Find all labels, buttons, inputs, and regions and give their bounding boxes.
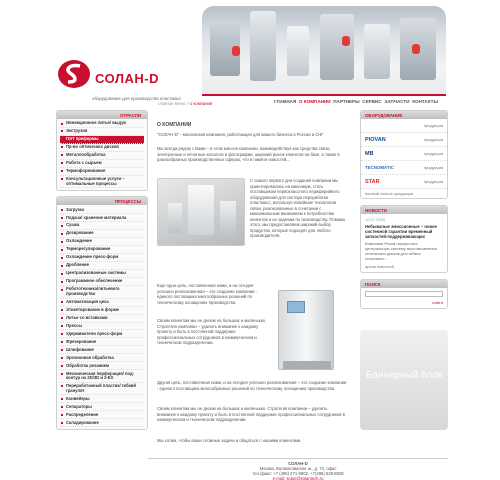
- brand-row[interactable]: [361, 147, 447, 161]
- process-item[interactable]: Эрозионная обработка: [60, 354, 144, 362]
- closing-text: Мы хотим, чтобы ваши сложные задачи и общаться с нашими клиентами.: [157, 438, 302, 443]
- process-item[interactable]: Дозирование: [60, 230, 144, 238]
- brand-products-link[interactable]: продукция: [423, 179, 443, 184]
- breadcrumb-current: о компании: [190, 101, 213, 106]
- news-title: НОВОСТИ: [361, 206, 447, 214]
- brand-products-link[interactable]: продукция: [423, 151, 443, 156]
- brand-logo: PIOVAN: [365, 136, 386, 143]
- process-item[interactable]: Сепараторы: [60, 403, 144, 411]
- industry-item[interactable]: Работа с сырьем: [60, 160, 144, 168]
- process-item[interactable]: Фрезерование: [60, 338, 144, 346]
- nav-item-parts[interactable]: ЗАПЧАСТИ: [384, 99, 410, 104]
- brand-row[interactable]: [361, 175, 447, 189]
- footer-company: СОЛАН-D: [288, 461, 308, 466]
- nav-item-home[interactable]: ГЛАВНАЯ: [274, 99, 297, 104]
- mission-text: Мы всегда рядом с Вами – в этом миссия компании, взаимодействуя как средства связи, электронные и печатные каталоги и фотографии, широкий рынок клиентов на базе, а также в разнообразных производственных сферах, что в памяти новостей...: [157, 146, 340, 162]
- tagline: оборудование для производства пластмасс: [92, 96, 182, 101]
- brand-products-link[interactable]: продукция: [423, 123, 443, 128]
- process-item[interactable]: Загрузка: [60, 206, 144, 214]
- brand-row[interactable]: [361, 161, 447, 175]
- right-sidebar: [360, 110, 448, 315]
- goal2-text: Другая цель, поставленная нами, и на сегодня успешно реализованная – это создание компании - единого поставщика многообразных решений по техническому оснащению производства.: [157, 380, 347, 391]
- logo-icon: [56, 58, 92, 90]
- hero-image: [202, 6, 446, 94]
- process-item[interactable]: Сушка: [60, 222, 144, 230]
- brand-logo: STAR: [365, 178, 380, 185]
- brand-products-link[interactable]: продукция: [423, 165, 443, 170]
- process-item[interactable]: Переработанный пластик/ гибкий гранулят: [60, 383, 144, 396]
- process-item[interactable]: Терморегулирование: [60, 246, 144, 254]
- clients-text: Своим клиентам мы не делим на больших и маленьких. Стратегия компании – удалить внимание к каждому проекту и быть в постоянной поддержке профессиональных сотрудников в коммерческом и техническом подразделении.: [157, 318, 267, 345]
- clients2-text: Своим клиентам мы не делим на больших и маленьких. Стратегия компании – удалить внимание к каждому проекту и быть в постоянной поддержке профессиональных сотрудников в коммерческом и техническом подразделении.: [157, 406, 345, 422]
- nav-item-service[interactable]: СЕРВИС: [362, 99, 382, 104]
- footer: [148, 458, 448, 480]
- logo[interactable]: [56, 58, 166, 98]
- search-input[interactable]: [365, 291, 443, 297]
- banner-block[interactable]: Баннерный блок: [360, 330, 448, 430]
- industry-menu: [56, 110, 148, 191]
- news-headline[interactable]: Небывалые эмиссионные – новое системной гарантии временный запчастей-поддерживающих: [365, 224, 437, 239]
- process-item[interactable]: Программное обеспечение: [60, 278, 144, 286]
- process-item[interactable]: Охлаждение: [60, 238, 144, 246]
- process-item[interactable]: Механическая перфорация/ под-контур на 2D/3D и 2-ЕХ: [60, 370, 144, 383]
- process-item[interactable]: Шлифование: [60, 346, 144, 354]
- brand-name: СОЛАН-D: [95, 71, 159, 86]
- process-item[interactable]: Подача/ хранение материала: [60, 214, 144, 222]
- process-item[interactable]: Складирование: [60, 419, 144, 427]
- breadcrumb-sep: >: [186, 101, 189, 106]
- search-title: ПОИСК: [361, 280, 447, 288]
- process-item[interactable]: Этикетирование в форме: [60, 307, 144, 315]
- search-button[interactable]: найти: [432, 300, 443, 305]
- nav-item-about[interactable]: О КОМПАНИИ: [298, 99, 331, 104]
- equipment-title: ОБОРУДОВАНИЕ: [361, 111, 447, 119]
- equipment-box: [360, 110, 448, 199]
- brand-row[interactable]: [361, 133, 447, 147]
- breadcrumb-home[interactable]: главное меню: [158, 101, 186, 106]
- footer-phone: тел./факс: +7 (495) 271-9902, +7(495) 628-8928: [252, 471, 344, 476]
- main-nav: [202, 94, 446, 107]
- industry-item[interactable]: Металлообработка: [60, 152, 144, 160]
- process-item[interactable]: Робототехника/литьевого производства: [60, 286, 144, 299]
- all-products-link[interactable]: полный список продукции: [365, 191, 413, 196]
- intro-text: "СОЛАН-D" - московская компания, работающая для вашего бизнеса в России и СНГ: [157, 132, 324, 137]
- industry-item[interactable]: Экструзия: [60, 128, 144, 136]
- brand-logo: TECNOMATIC: [365, 165, 394, 170]
- process-menu: [56, 196, 148, 430]
- process-item[interactable]: Централизованные системы: [60, 270, 144, 278]
- process-item[interactable]: Распределение: [60, 411, 144, 419]
- news-date: 10.07.2009: [365, 217, 386, 222]
- footer-email[interactable]: e-mail: solan@solantech.ru: [272, 476, 324, 480]
- process-item[interactable]: Удерживатели пресс-форм: [60, 330, 144, 338]
- breadcrumb: [158, 101, 212, 106]
- history-text: С самого первого дня создания компании мы ориентировались на максимум, стать поставщиком первоклассного периферийного оборудования для сектора переработки пластмасс, используя новейшие технологии связи, реализованные в сочетании с максимальным вниманием к потребностям клиентов и их задачам по производству. Помимо этого, мы предоставляем широкий выбор продуктов, которые подходят для любого производителя.: [250, 178, 346, 238]
- process-item[interactable]: Автоматизация цеха: [60, 299, 144, 307]
- nav-item-contacts[interactable]: КОНТАКТЫ: [412, 99, 438, 104]
- left-sidebar: [56, 110, 148, 435]
- brand-products-link[interactable]: продукция: [423, 137, 443, 142]
- machine-photo: [278, 290, 334, 370]
- industry-item[interactable]: ПЭТ преформы: [60, 136, 144, 144]
- process-item[interactable]: Охлаждение пресс-форм: [60, 254, 144, 262]
- news-archive-link[interactable]: архив новостей: [365, 264, 394, 269]
- process-item[interactable]: Конвейеры: [60, 395, 144, 403]
- search-box: [360, 279, 448, 309]
- process-menu-title: ПРОЦЕССЫ: [114, 198, 141, 204]
- process-item[interactable]: Прессы: [60, 323, 144, 331]
- industry-item[interactable]: Термоформование: [60, 168, 144, 176]
- brand-logo: MB: [365, 150, 374, 157]
- page-title: О КОМПАНИИ: [157, 122, 192, 128]
- news-text: Компания Piovan выпустила центральную систему восстановления оптических дисков для гибких пластмасс...: [365, 241, 437, 261]
- process-item[interactable]: Дробление: [60, 262, 144, 270]
- industry-item[interactable]: Консультационные услуги – оптимальные процессы: [60, 176, 144, 189]
- news-box: [360, 205, 448, 273]
- footer-address: Москва, Волоколамское ш., д. 73, офис: [259, 466, 337, 471]
- process-item[interactable]: Обработка резанием: [60, 362, 144, 370]
- industry-item[interactable]: Инжекционное литье/ выдув: [60, 120, 144, 128]
- process-item[interactable]: Литье со вставками: [60, 315, 144, 323]
- goal-text: Еще одна цель, поставленная нами, и на сегодня успешно реализованная – это создание компании - единого поставщика многообразных решений по техническому оснащению производства.: [157, 283, 258, 305]
- industry-item[interactable]: Пр-во оптических дисков: [60, 144, 144, 152]
- nav-item-partners[interactable]: ПАРТНЕРЫ: [333, 99, 360, 104]
- brand-row[interactable]: [361, 119, 447, 133]
- industry-menu-title: ОТРАСЛИ: [120, 112, 141, 118]
- factory-photo: [157, 178, 245, 246]
